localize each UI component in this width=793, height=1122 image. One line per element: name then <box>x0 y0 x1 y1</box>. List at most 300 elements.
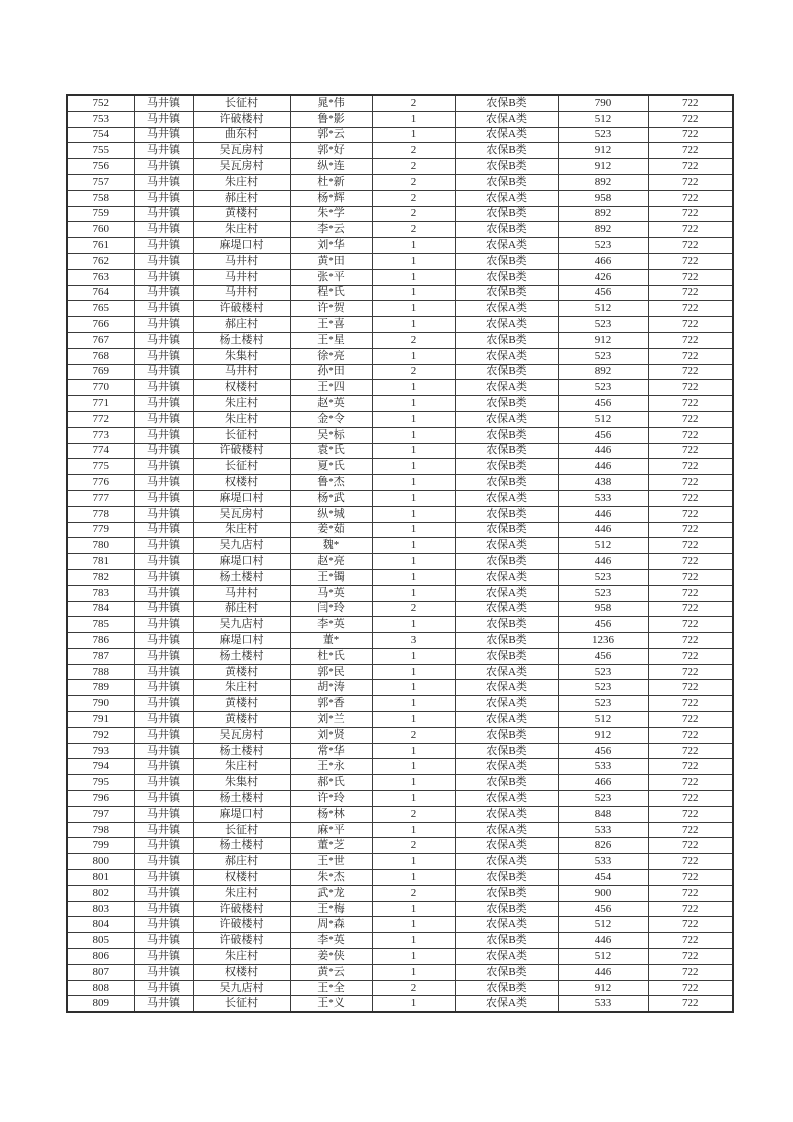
town-cell: 马井镇 <box>134 348 193 364</box>
table-row <box>67 870 733 886</box>
count-cell: 1 <box>372 443 455 459</box>
amount-cell: 446 <box>558 554 648 570</box>
count-cell: 2 <box>372 143 455 159</box>
count-cell: 1 <box>372 490 455 506</box>
seq-cell: 799 <box>67 838 134 854</box>
town-cell: 马井镇 <box>134 222 193 238</box>
seq-cell: 753 <box>67 111 134 127</box>
amount-cell: 912 <box>558 159 648 175</box>
village-cell: 权楼村 <box>193 380 290 396</box>
town-cell: 马井镇 <box>134 980 193 996</box>
category-cell: 农保B类 <box>455 506 558 522</box>
seq-cell: 768 <box>67 348 134 364</box>
amount-cell: 523 <box>558 348 648 364</box>
amount-cell: 446 <box>558 459 648 475</box>
amount-cell: 523 <box>558 380 648 396</box>
village-cell: 黄楼村 <box>193 206 290 222</box>
standard-cell: 722 <box>648 238 733 254</box>
count-cell: 1 <box>372 775 455 791</box>
category-cell: 农保A类 <box>455 680 558 696</box>
category-cell: 农保A类 <box>455 759 558 775</box>
village-cell: 郝庄村 <box>193 317 290 333</box>
village-cell: 许破楼村 <box>193 933 290 949</box>
table-row <box>67 759 733 775</box>
amount-cell: 456 <box>558 285 648 301</box>
standard-cell: 722 <box>648 964 733 980</box>
amount-cell: 512 <box>558 301 648 317</box>
town-cell: 马井镇 <box>134 664 193 680</box>
amount-cell: 446 <box>558 522 648 538</box>
category-cell: 农保B类 <box>455 775 558 791</box>
amount-cell: 826 <box>558 838 648 854</box>
table-row <box>67 269 733 285</box>
table-row <box>67 949 733 965</box>
person-name-cell: 董*芝 <box>290 838 372 854</box>
town-cell: 马井镇 <box>134 411 193 427</box>
town-cell: 马井镇 <box>134 648 193 664</box>
seq-cell: 808 <box>67 980 134 996</box>
count-cell: 1 <box>372 617 455 633</box>
seq-cell: 752 <box>67 95 134 111</box>
count-cell: 1 <box>372 506 455 522</box>
table-row <box>67 633 733 649</box>
amount-cell: 523 <box>558 238 648 254</box>
person-name-cell: 王*喜 <box>290 317 372 333</box>
count-cell: 1 <box>372 427 455 443</box>
village-cell: 吴九店村 <box>193 617 290 633</box>
table-row <box>67 791 733 807</box>
village-cell: 杨土楼村 <box>193 569 290 585</box>
person-name-cell: 金*令 <box>290 411 372 427</box>
amount-cell: 512 <box>558 111 648 127</box>
category-cell: 农保B类 <box>455 396 558 412</box>
amount-cell: 466 <box>558 775 648 791</box>
table-row <box>67 490 733 506</box>
table-row <box>67 143 733 159</box>
count-cell: 1 <box>372 696 455 712</box>
person-name-cell: 麻*平 <box>290 822 372 838</box>
standard-cell: 722 <box>648 885 733 901</box>
table-row <box>67 601 733 617</box>
table-row <box>67 980 733 996</box>
standard-cell: 722 <box>648 174 733 190</box>
table-row <box>67 696 733 712</box>
category-cell: 农保B类 <box>455 933 558 949</box>
seq-cell: 781 <box>67 554 134 570</box>
town-cell: 马井镇 <box>134 759 193 775</box>
seq-cell: 763 <box>67 269 134 285</box>
village-cell: 杨土楼村 <box>193 743 290 759</box>
seq-cell: 775 <box>67 459 134 475</box>
category-cell: 农保B类 <box>455 475 558 491</box>
person-name-cell: 袁*氏 <box>290 443 372 459</box>
village-cell: 朱庄村 <box>193 885 290 901</box>
village-cell: 权楼村 <box>193 475 290 491</box>
person-name-cell: 王*镯 <box>290 569 372 585</box>
person-name-cell: 徐*亮 <box>290 348 372 364</box>
standard-cell: 722 <box>648 95 733 111</box>
town-cell: 马井镇 <box>134 949 193 965</box>
standard-cell: 722 <box>648 917 733 933</box>
table-row <box>67 885 733 901</box>
table-row <box>67 206 733 222</box>
town-cell: 马井镇 <box>134 475 193 491</box>
category-cell: 农保A类 <box>455 585 558 601</box>
table-row <box>67 127 733 143</box>
village-cell: 朱庄村 <box>193 174 290 190</box>
seq-cell: 782 <box>67 569 134 585</box>
person-name-cell: 武*龙 <box>290 885 372 901</box>
category-cell: 农保A类 <box>455 664 558 680</box>
table-row <box>67 396 733 412</box>
count-cell: 2 <box>372 95 455 111</box>
table-row <box>67 111 733 127</box>
count-cell: 3 <box>372 633 455 649</box>
seq-cell: 795 <box>67 775 134 791</box>
seq-cell: 759 <box>67 206 134 222</box>
amount-cell: 892 <box>558 364 648 380</box>
standard-cell: 722 <box>648 490 733 506</box>
table-row <box>67 317 733 333</box>
count-cell: 2 <box>372 159 455 175</box>
seq-cell: 801 <box>67 870 134 886</box>
benefit-table <box>66 94 734 1013</box>
seq-cell: 769 <box>67 364 134 380</box>
person-name-cell: 刘*华 <box>290 238 372 254</box>
town-cell: 马井镇 <box>134 538 193 554</box>
person-name-cell: 许*玲 <box>290 791 372 807</box>
town-cell: 马井镇 <box>134 885 193 901</box>
town-cell: 马井镇 <box>134 727 193 743</box>
seq-cell: 807 <box>67 964 134 980</box>
village-cell: 长征村 <box>193 95 290 111</box>
town-cell: 马井镇 <box>134 506 193 522</box>
amount-cell: 912 <box>558 143 648 159</box>
person-name-cell: 吴*标 <box>290 427 372 443</box>
standard-cell: 722 <box>648 127 733 143</box>
table-row <box>67 459 733 475</box>
seq-cell: 787 <box>67 648 134 664</box>
seq-cell: 758 <box>67 190 134 206</box>
person-name-cell: 魏* <box>290 538 372 554</box>
standard-cell: 722 <box>648 301 733 317</box>
person-name-cell: 王*四 <box>290 380 372 396</box>
village-cell: 杨土楼村 <box>193 838 290 854</box>
person-name-cell: 朱*学 <box>290 206 372 222</box>
table-row <box>67 285 733 301</box>
amount-cell: 523 <box>558 680 648 696</box>
count-cell: 1 <box>372 933 455 949</box>
standard-cell: 722 <box>648 332 733 348</box>
count-cell: 1 <box>372 111 455 127</box>
category-cell: 农保B类 <box>455 253 558 269</box>
village-cell: 杨土楼村 <box>193 648 290 664</box>
category-cell: 农保B类 <box>455 95 558 111</box>
village-cell: 权楼村 <box>193 870 290 886</box>
amount-cell: 523 <box>558 317 648 333</box>
seq-cell: 796 <box>67 791 134 807</box>
person-name-cell: 常*华 <box>290 743 372 759</box>
town-cell: 马井镇 <box>134 95 193 111</box>
standard-cell: 722 <box>648 443 733 459</box>
count-cell: 2 <box>372 980 455 996</box>
standard-cell: 722 <box>648 759 733 775</box>
category-cell: 农保B类 <box>455 901 558 917</box>
seq-cell: 777 <box>67 490 134 506</box>
village-cell: 杨土楼村 <box>193 791 290 807</box>
town-cell: 马井镇 <box>134 554 193 570</box>
seq-cell: 779 <box>67 522 134 538</box>
seq-cell: 783 <box>67 585 134 601</box>
table-row <box>67 617 733 633</box>
table-row <box>67 411 733 427</box>
amount-cell: 446 <box>558 933 648 949</box>
person-name-cell: 刘*贤 <box>290 727 372 743</box>
table-row <box>67 727 733 743</box>
standard-cell: 722 <box>648 949 733 965</box>
amount-cell: 523 <box>558 585 648 601</box>
person-name-cell: 黄*田 <box>290 253 372 269</box>
amount-cell: 426 <box>558 269 648 285</box>
village-cell: 麻堤口村 <box>193 238 290 254</box>
standard-cell: 722 <box>648 348 733 364</box>
category-cell: 农保B类 <box>455 206 558 222</box>
village-cell: 朱集村 <box>193 348 290 364</box>
amount-cell: 523 <box>558 127 648 143</box>
village-cell: 朱庄村 <box>193 949 290 965</box>
person-name-cell: 夏*氏 <box>290 459 372 475</box>
standard-cell: 722 <box>648 269 733 285</box>
person-name-cell: 郝*氏 <box>290 775 372 791</box>
town-cell: 马井镇 <box>134 459 193 475</box>
standard-cell: 722 <box>648 743 733 759</box>
count-cell: 2 <box>372 601 455 617</box>
town-cell: 马井镇 <box>134 317 193 333</box>
amount-cell: 454 <box>558 870 648 886</box>
table-row <box>67 222 733 238</box>
count-cell: 1 <box>372 822 455 838</box>
table-row <box>67 506 733 522</box>
town-cell: 马井镇 <box>134 364 193 380</box>
town-cell: 马井镇 <box>134 427 193 443</box>
standard-cell: 722 <box>648 806 733 822</box>
category-cell: 农保B类 <box>455 285 558 301</box>
standard-cell: 722 <box>648 317 733 333</box>
town-cell: 马井镇 <box>134 775 193 791</box>
town-cell: 马井镇 <box>134 127 193 143</box>
category-cell: 农保A类 <box>455 822 558 838</box>
standard-cell: 722 <box>648 854 733 870</box>
standard-cell: 722 <box>648 364 733 380</box>
amount-cell: 456 <box>558 901 648 917</box>
seq-cell: 794 <box>67 759 134 775</box>
count-cell: 1 <box>372 285 455 301</box>
person-name-cell: 王*梅 <box>290 901 372 917</box>
seq-cell: 764 <box>67 285 134 301</box>
count-cell: 2 <box>372 332 455 348</box>
table-row <box>67 380 733 396</box>
village-cell: 曲东村 <box>193 127 290 143</box>
seq-cell: 765 <box>67 301 134 317</box>
village-cell: 朱庄村 <box>193 759 290 775</box>
village-cell: 许破楼村 <box>193 443 290 459</box>
category-cell: 农保B类 <box>455 554 558 570</box>
village-cell: 黄楼村 <box>193 664 290 680</box>
count-cell: 1 <box>372 964 455 980</box>
table-row <box>67 569 733 585</box>
seq-cell: 756 <box>67 159 134 175</box>
category-cell: 农保B类 <box>455 617 558 633</box>
category-cell: 农保B类 <box>455 427 558 443</box>
standard-cell: 722 <box>648 585 733 601</box>
category-cell: 农保A类 <box>455 411 558 427</box>
seq-cell: 798 <box>67 822 134 838</box>
standard-cell: 722 <box>648 822 733 838</box>
standard-cell: 722 <box>648 980 733 996</box>
seq-cell: 791 <box>67 712 134 728</box>
seq-cell: 778 <box>67 506 134 522</box>
count-cell: 1 <box>372 901 455 917</box>
amount-cell: 512 <box>558 949 648 965</box>
table-body <box>67 95 733 1012</box>
person-name-cell: 闫*玲 <box>290 601 372 617</box>
amount-cell: 446 <box>558 964 648 980</box>
amount-cell: 446 <box>558 506 648 522</box>
town-cell: 马井镇 <box>134 238 193 254</box>
seq-cell: 760 <box>67 222 134 238</box>
standard-cell: 722 <box>648 380 733 396</box>
count-cell: 1 <box>372 569 455 585</box>
standard-cell: 722 <box>648 538 733 554</box>
count-cell: 1 <box>372 380 455 396</box>
seq-cell: 789 <box>67 680 134 696</box>
person-name-cell: 马*英 <box>290 585 372 601</box>
town-cell: 马井镇 <box>134 585 193 601</box>
amount-cell: 900 <box>558 885 648 901</box>
town-cell: 马井镇 <box>134 917 193 933</box>
village-cell: 许破楼村 <box>193 901 290 917</box>
amount-cell: 523 <box>558 569 648 585</box>
person-name-cell: 姜*侠 <box>290 949 372 965</box>
seq-cell: 770 <box>67 380 134 396</box>
amount-cell: 958 <box>558 601 648 617</box>
amount-cell: 533 <box>558 822 648 838</box>
village-cell: 吴瓦房村 <box>193 143 290 159</box>
amount-cell: 533 <box>558 996 648 1012</box>
amount-cell: 438 <box>558 475 648 491</box>
table-row <box>67 253 733 269</box>
category-cell: 农保A类 <box>455 301 558 317</box>
town-cell: 马井镇 <box>134 806 193 822</box>
table-row <box>67 996 733 1012</box>
standard-cell: 722 <box>648 870 733 886</box>
seq-cell: 802 <box>67 885 134 901</box>
standard-cell: 722 <box>648 680 733 696</box>
table-row <box>67 427 733 443</box>
amount-cell: 456 <box>558 743 648 759</box>
amount-cell: 790 <box>558 95 648 111</box>
town-cell: 马井镇 <box>134 854 193 870</box>
person-name-cell: 孙*田 <box>290 364 372 380</box>
category-cell: 农保A类 <box>455 380 558 396</box>
standard-cell: 722 <box>648 996 733 1012</box>
count-cell: 1 <box>372 522 455 538</box>
town-cell: 马井镇 <box>134 174 193 190</box>
count-cell: 1 <box>372 917 455 933</box>
town-cell: 马井镇 <box>134 743 193 759</box>
table-row <box>67 933 733 949</box>
standard-cell: 722 <box>648 222 733 238</box>
town-cell: 马井镇 <box>134 822 193 838</box>
standard-cell: 722 <box>648 617 733 633</box>
person-name-cell: 王*全 <box>290 980 372 996</box>
town-cell: 马井镇 <box>134 443 193 459</box>
seq-cell: 788 <box>67 664 134 680</box>
standard-cell: 722 <box>648 143 733 159</box>
count-cell: 1 <box>372 253 455 269</box>
standard-cell: 722 <box>648 522 733 538</box>
amount-cell: 912 <box>558 332 648 348</box>
standard-cell: 722 <box>648 206 733 222</box>
person-name-cell: 鲁*影 <box>290 111 372 127</box>
category-cell: 农保A类 <box>455 348 558 364</box>
village-cell: 吴九店村 <box>193 980 290 996</box>
person-name-cell: 王*永 <box>290 759 372 775</box>
category-cell: 农保B类 <box>455 174 558 190</box>
category-cell: 农保A类 <box>455 996 558 1012</box>
seq-cell: 785 <box>67 617 134 633</box>
standard-cell: 722 <box>648 601 733 617</box>
village-cell: 马井村 <box>193 253 290 269</box>
village-cell: 长征村 <box>193 459 290 475</box>
count-cell: 1 <box>372 648 455 664</box>
count-cell: 1 <box>372 664 455 680</box>
seq-cell: 766 <box>67 317 134 333</box>
standard-cell: 722 <box>648 933 733 949</box>
category-cell: 农保B类 <box>455 633 558 649</box>
standard-cell: 722 <box>648 285 733 301</box>
village-cell: 吴瓦房村 <box>193 506 290 522</box>
category-cell: 农保B类 <box>455 648 558 664</box>
town-cell: 马井镇 <box>134 964 193 980</box>
village-cell: 许破楼村 <box>193 917 290 933</box>
count-cell: 2 <box>372 364 455 380</box>
person-name-cell: 王*义 <box>290 996 372 1012</box>
standard-cell: 722 <box>648 190 733 206</box>
seq-cell: 771 <box>67 396 134 412</box>
count-cell: 1 <box>372 870 455 886</box>
village-cell: 麻堤口村 <box>193 490 290 506</box>
village-cell: 马井村 <box>193 585 290 601</box>
person-name-cell: 王*星 <box>290 332 372 348</box>
standard-cell: 722 <box>648 111 733 127</box>
village-cell: 黄楼村 <box>193 696 290 712</box>
town-cell: 马井镇 <box>134 933 193 949</box>
town-cell: 马井镇 <box>134 696 193 712</box>
count-cell: 2 <box>372 222 455 238</box>
town-cell: 马井镇 <box>134 206 193 222</box>
count-cell: 2 <box>372 727 455 743</box>
village-cell: 长征村 <box>193 427 290 443</box>
seq-cell: 784 <box>67 601 134 617</box>
village-cell: 郝庄村 <box>193 601 290 617</box>
count-cell: 1 <box>372 791 455 807</box>
village-cell: 马井村 <box>193 269 290 285</box>
amount-cell: 523 <box>558 791 648 807</box>
town-cell: 马井镇 <box>134 285 193 301</box>
town-cell: 马井镇 <box>134 791 193 807</box>
amount-cell: 892 <box>558 206 648 222</box>
